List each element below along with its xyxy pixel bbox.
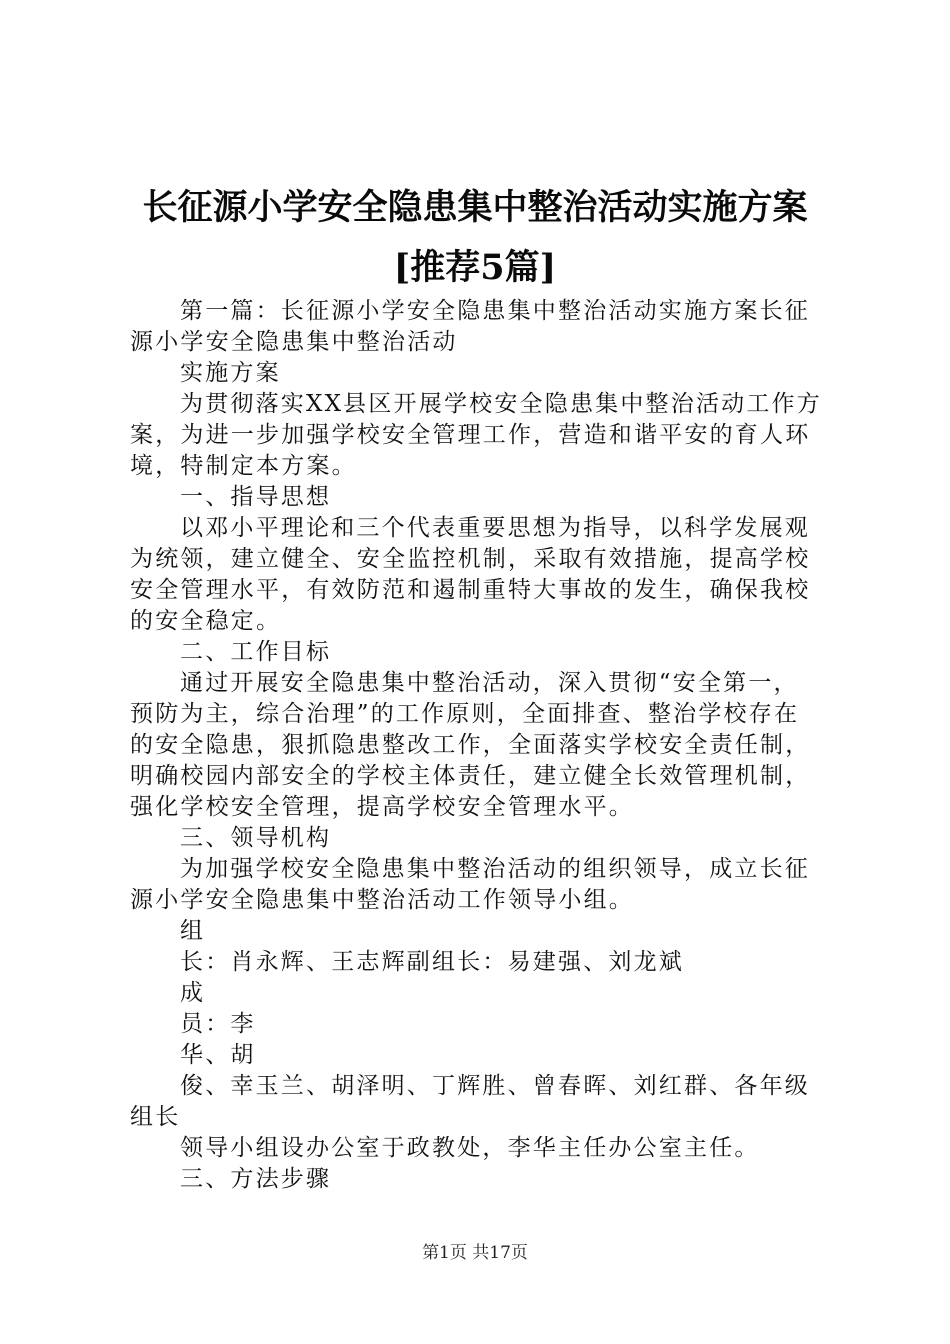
paragraph-line: 强化学校安全管理，提高学校安全管理水平。	[130, 794, 634, 820]
paragraph-line: 以邓小平理论和三个代表重要思想为指导，以科学发展观	[180, 515, 810, 541]
document-title-line2: [推荐5篇]	[393, 247, 557, 288]
paragraph-line: 预防为主，综合治理”的工作原则，全面排查、整治学校存在	[130, 701, 800, 727]
paragraph-line: 安全管理水平，有效防范和遏制重特大事故的发生，确保我校	[130, 577, 811, 603]
paragraph-line: 俊、幸玉兰、胡泽明、丁辉胜、曾春晖、刘红群、各年级	[180, 1073, 810, 1099]
paragraph-line: 源小学安全隐患集中整治活动工作领导小组。	[130, 887, 634, 913]
section-heading: 二、工作目标	[180, 639, 332, 665]
paragraph-line: 案，为进一步加强学校安全管理工作，营造和谐平安的育人环	[130, 422, 811, 448]
section-heading: 一、指导思想	[180, 484, 332, 510]
paragraph-line: 组	[180, 918, 206, 944]
paragraph-line: 为加强学校安全隐患集中整治活动的组织领导，成立长征	[180, 856, 810, 882]
paragraph-line: 的安全稳定。	[130, 608, 282, 634]
section-heading: 三、方法步骤	[180, 1166, 332, 1192]
document-body	[130, 296, 830, 1195]
document-title-line1: 长征源小学安全隐患集中整治活动实施方案	[142, 187, 808, 228]
paragraph-line: 为贯彻落实XX县区开展学校安全隐患集中整治活动工作方	[180, 391, 822, 417]
paragraph-line: 员：李	[180, 1011, 256, 1037]
section-heading: 三、领导机构	[180, 825, 332, 851]
paragraph-line: 的安全隐患，狠抓隐患整改工作，全面落实学校安全责任制，	[130, 732, 811, 758]
paragraph-line: 境，特制定本方案。	[130, 453, 357, 479]
paragraph-line: 成	[180, 980, 206, 1006]
paragraph-line: 组长	[130, 1104, 181, 1130]
paragraph-line: 明确校园内部安全的学校主体责任，建立健全长效管理机制，	[130, 763, 811, 789]
paragraph-line: 为统领，建立健全、安全监控机制，采取有效措施，提高学校	[130, 546, 811, 572]
paragraph-line: 源小学安全隐患集中整治活动	[130, 329, 458, 355]
paragraph-line: 实施方案	[180, 360, 281, 386]
paragraph-line: 华、胡	[180, 1042, 256, 1068]
paragraph-line: 长：肖永辉、王志辉副组长：易建强、刘龙斌	[180, 949, 684, 975]
paragraph-line: 通过开展安全隐患集中整治活动，深入贯彻“安全第一，	[180, 670, 799, 696]
paragraph-line: 领导小组设办公室于政教处，李华主任办公室主任。	[180, 1135, 760, 1161]
page-indicator: 第1页 共17页	[422, 1243, 528, 1263]
paragraph-line: 第一篇：长征源小学安全隐患集中整治活动实施方案长征	[180, 298, 810, 324]
